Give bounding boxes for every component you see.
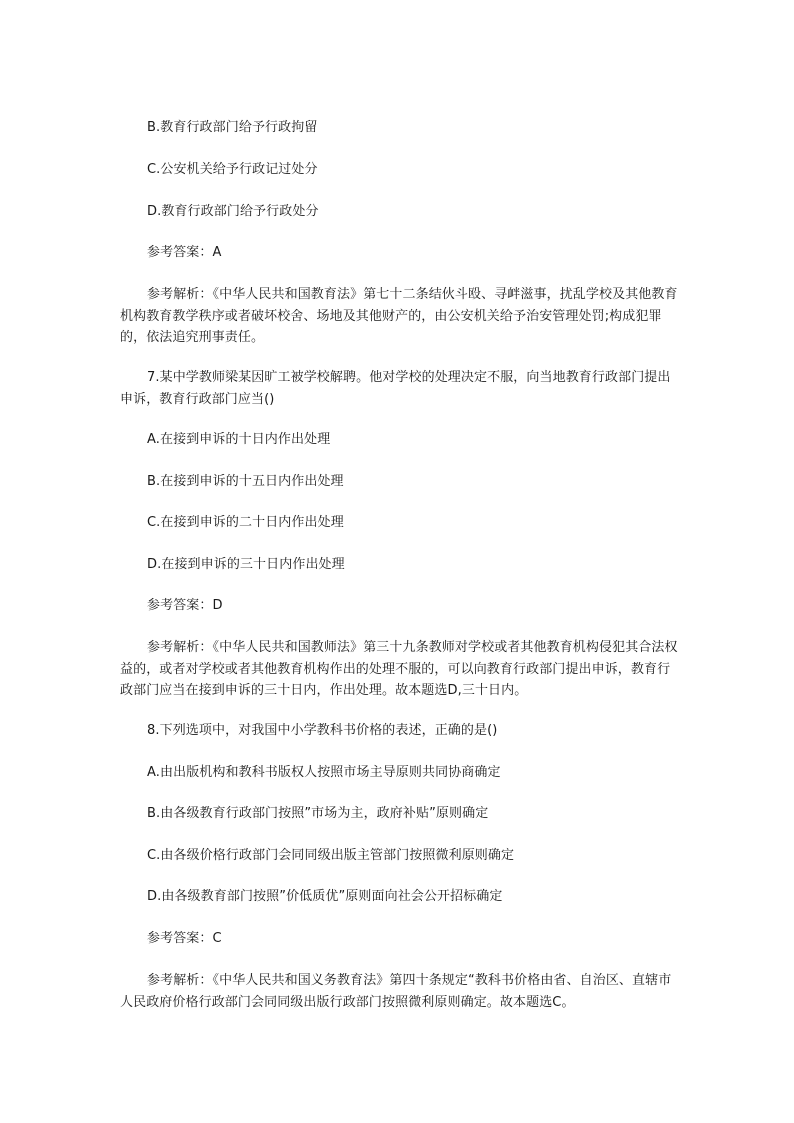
q6-option-d: D.教育行政部门给予行政处分: [147, 204, 319, 219]
q6-answer: 参考答案：A: [147, 245, 222, 260]
q8-stem: 8.下列选项中，对我国中小学教科书价格的表述，正确的是(): [147, 723, 498, 738]
q7-answer: 参考答案：D: [147, 598, 223, 613]
q8-answer: 参考答案：C: [147, 931, 222, 946]
q7-option-c: C.在接到申诉的二十日内作出处理: [147, 515, 344, 530]
q8-option-c: C.由各级价格行政部门会同同级出版主管部门按照微利原则确定: [147, 848, 515, 863]
q7-analysis: 参考解析：《中华人民共和国教师法》第三十九条教师对学校或者其他教育机构侵犯其合法权益的，或者对学校或者其他教育机构作出的处理不服的，可以向教育行政部门提出申诉，教育行政部门应当在接到申诉的三十日内，作出处理。故本题选D,三十日内。: [120, 640, 678, 698]
q7-option-d: D.在接到申诉的三十日内作出处理: [147, 557, 345, 572]
q6-option-c: C.公安机关给予行政记过处分: [147, 162, 318, 177]
q8-option-d: D.由各级教育部门按照”价低质优”原则面向社会公开招标确定: [147, 889, 503, 904]
q7-option-b: B.在接到申诉的十五日内作出处理: [147, 474, 344, 489]
q8-option-a: A.由出版机构和教科书版权人按照市场主导原则共同协商确定: [147, 765, 501, 780]
q6-analysis: 参考解析：《中华人民共和国教育法》第七十二条结伙斗殴、寻衅滋事，扰乱学校及其他教育机构教育教学秩序或者破坏校舍、场地及其他财产的，由公安机关给予治安管理处罚;构成犯罪的，依法追究刑事责任。: [120, 287, 678, 345]
q7-stem: 7.某中学教师梁某因旷工被学校解聘。他对学校的处理决定不服，向当地教育行政部门提出申诉，教育行政部门应当(): [120, 370, 671, 407]
q6-option-b: B.教育行政部门给予行政拘留: [147, 120, 318, 135]
q8-analysis: 参考解析：《中华人民共和国义务教育法》第四十条规定“教科书价格由省、自治区、直辖市人民政府价格行政部门会同同级出版行政部门按照微利原则确定。故本题选C。: [120, 973, 672, 1010]
q8-option-b: B.由各级教育行政部门按照”市场为主，政府补贴”原则确定: [147, 806, 489, 821]
q7-option-a: A.在接到申诉的十日内作出处理: [147, 432, 331, 447]
